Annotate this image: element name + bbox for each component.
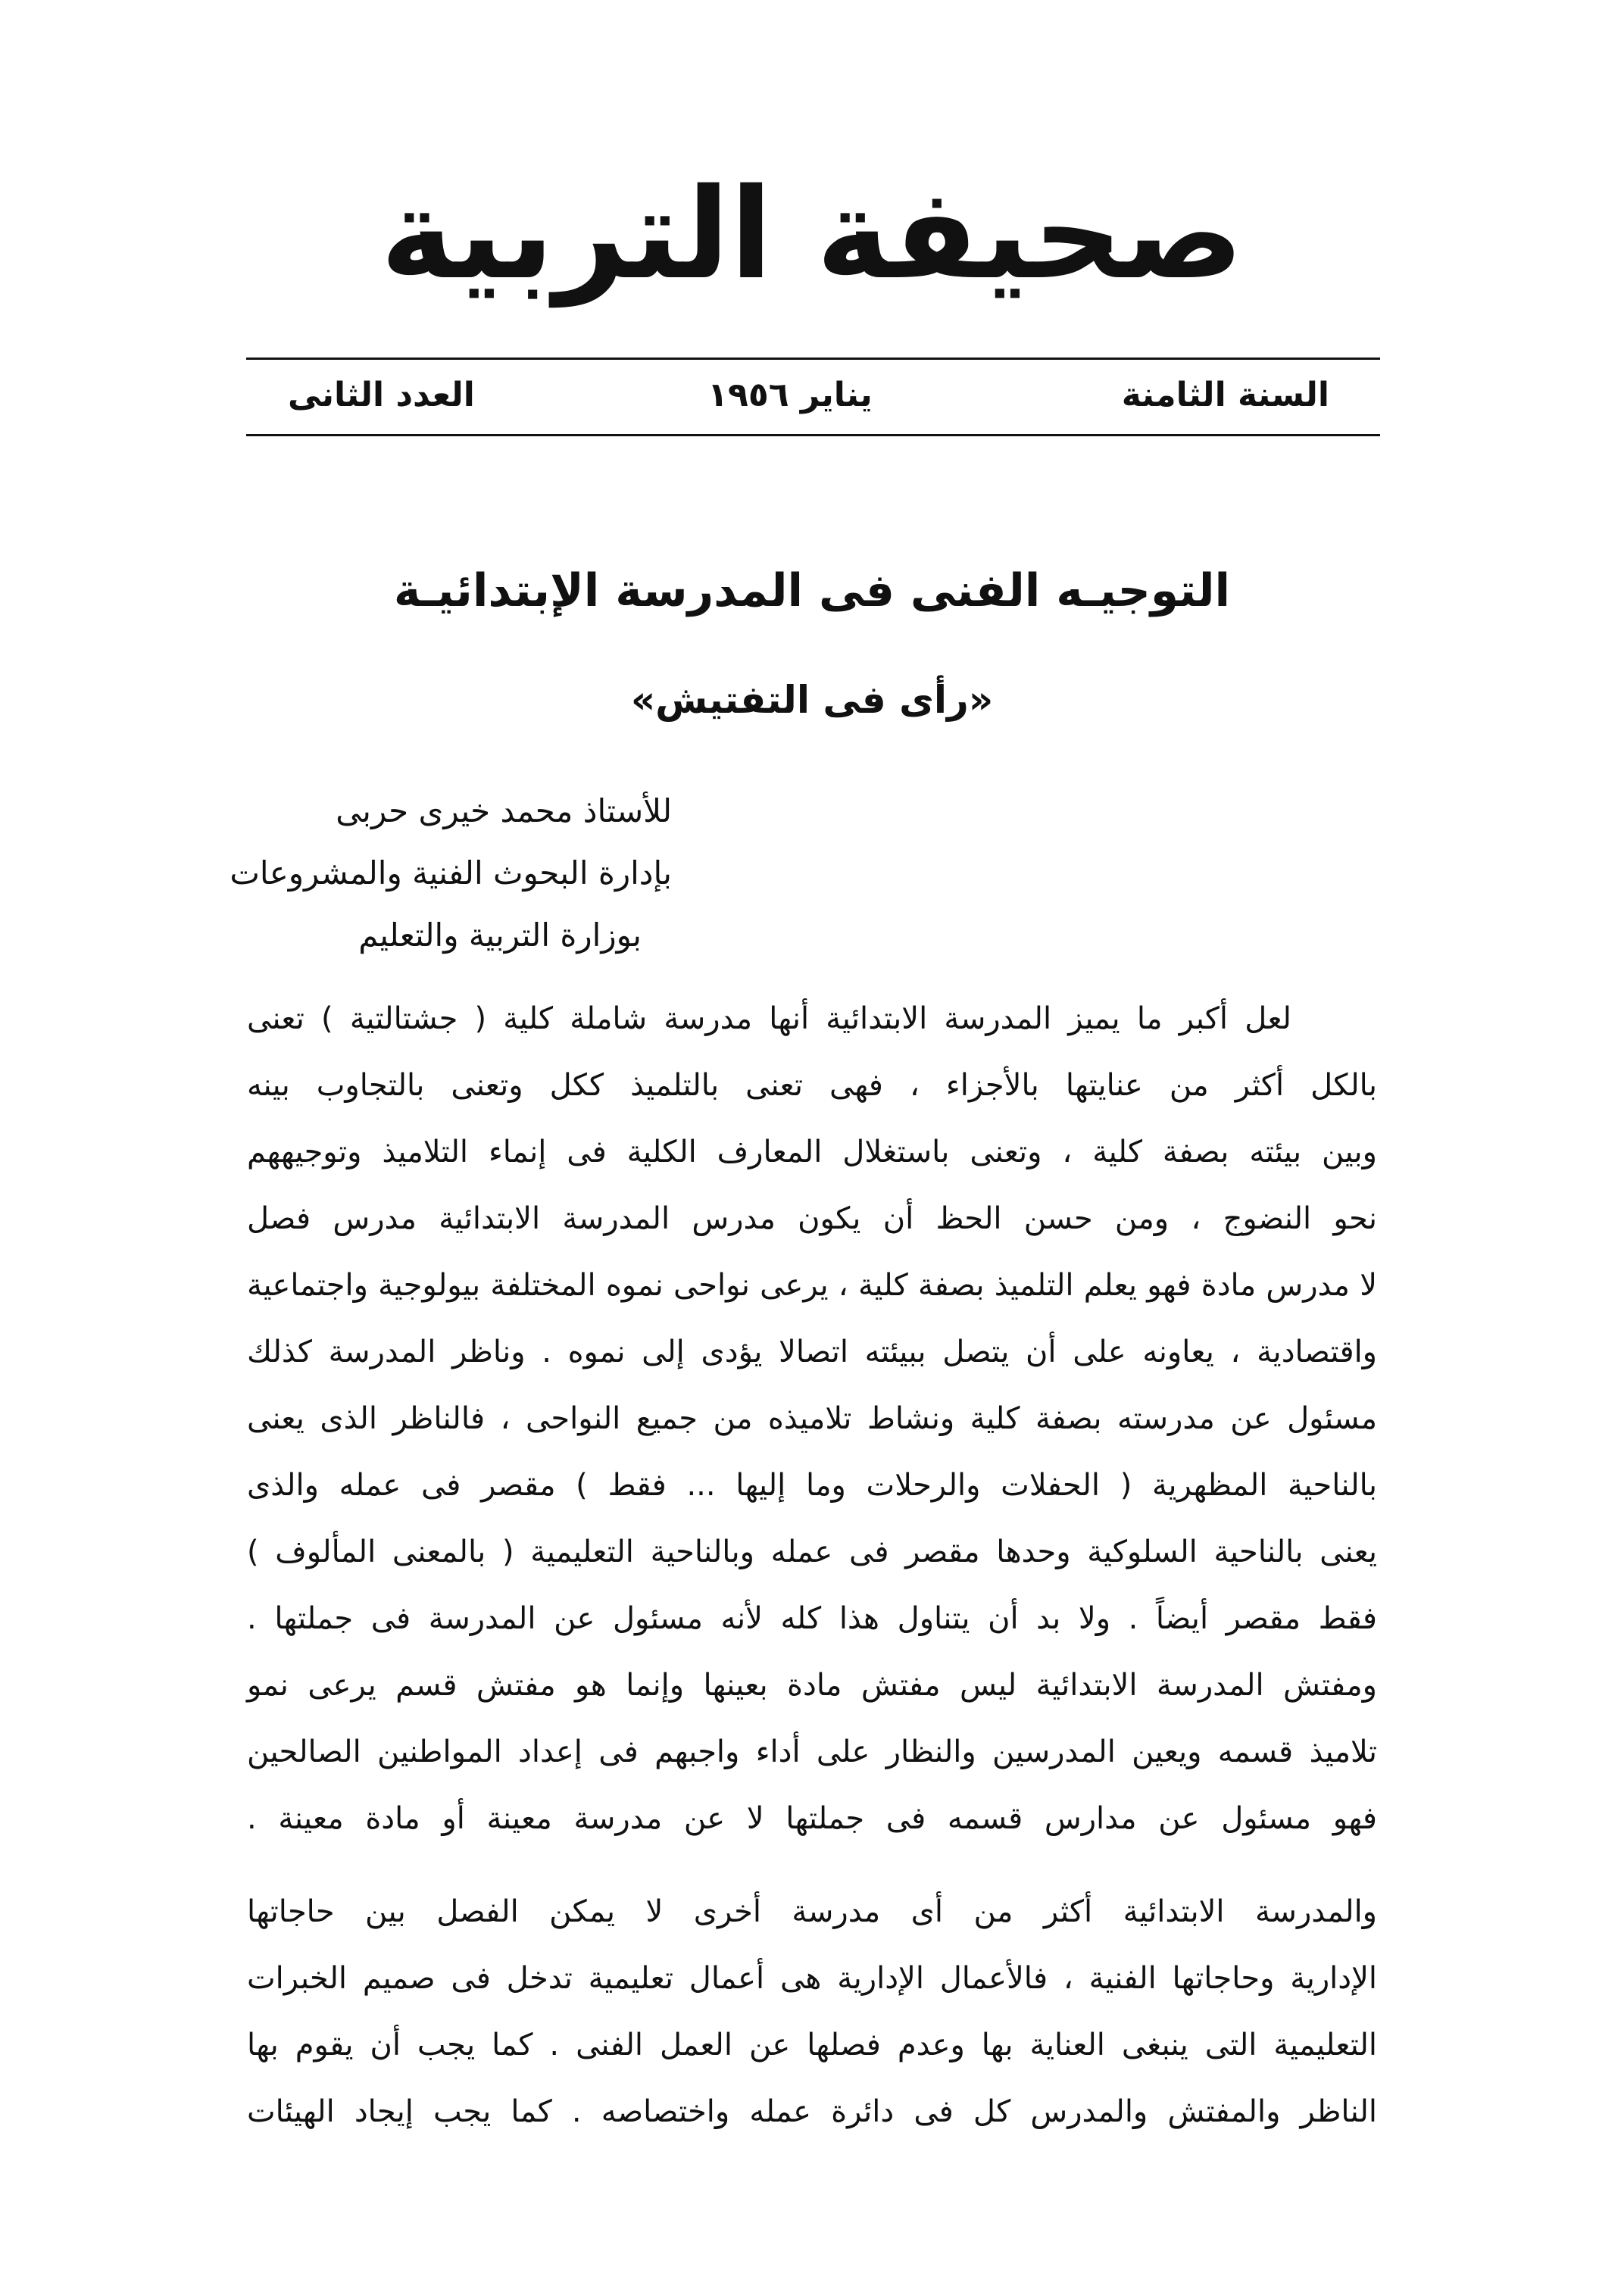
header-bottom-rule [246, 434, 1380, 436]
paragraph-line: مسئول عن مدرسته بصفة كلية ونشاط تلاميذه من جميع النواحى ، فالناظر الذى يعنى [247, 1401, 1377, 1436]
masthead-title: صحيفة التربية [380, 161, 1244, 307]
article-paragraph [247, 1878, 1377, 2145]
paragraph-line: تلاميذ قسمه ويعين المدرسين والنظار على أداء واجبهم فى إعداد المواطنين الصالحين [247, 1735, 1377, 1769]
paragraph-line: لا مدرس مادة فهو يعلم التلميذ بصفة كلية ، يرعى نواحى نموه المختلفة بيولوجية واجتماعية [247, 1268, 1377, 1303]
paragraph-line: بالناحية المظهرية ( الحفلات والرحلات وما إليها ... فقط ) مقصر فى عمله والذى [247, 1468, 1377, 1503]
issue-date: يناير ١٩٥٦ [707, 376, 873, 414]
paragraph-line: والمدرسة الابتدائية أكثر من أى مدرسة أخرى لا يمكن الفصل بين حاجاتها [247, 1894, 1377, 1929]
paragraph-line: ومفتش المدرسة الابتدائية ليس مفتش مادة بعينها وإنما هو مفتش قسم يرعى نمو [247, 1668, 1377, 1703]
author-block [142, 780, 672, 966]
paragraph-line: وبين بيئته بصفة كلية ، وتعنى باستغلال المعارف الكلية فى إنماء التلاميذ وتوجيههم [247, 1135, 1377, 1169]
article-subtitle: «رأى فى التفتيش» [630, 678, 994, 722]
header-top-rule [246, 358, 1380, 360]
issue-number: العدد الثانى [288, 376, 475, 414]
paragraph-line: بالكل أكثر من عنايتها بالأجزاء ، فهى تعنى بالتلميذ ككل وتعنى بالتجاوب بينه [247, 1068, 1377, 1103]
paragraph-line: لعل أكبر ما يميز المدرسة الابتدائية أنها مدرسة شاملة كلية ( جشتالتية ) تعنى [247, 1001, 1291, 1036]
paragraph-line: الناظر والمفتش والمدرس كل فى دائرة عمله واختصاصه . كما يجب إيجاد الهيئات [247, 2094, 1377, 2129]
volume-label: السنة الثامنة [1121, 376, 1329, 414]
paragraph-line: فقط مقصر أيضاً . ولا بد أن يتناول هذا كله لأنه مسئول عن المدرسة فى جملتها . [247, 1601, 1377, 1636]
paragraph-line: فهو مسئول عن مدارس قسمه فى جملتها لا عن مدرسة معينة أو مادة معينة . [247, 1801, 1377, 1836]
paragraph-line: الإدارية وحاجاتها الفنية ، فالأعمال الإدارية هى أعمال تعليمية تدخل فى صميم الخبرات [247, 1961, 1377, 1996]
paragraph-line: نحو النضوج ، ومن حسن الحظ أن يكون مدرس المدرسة الابتدائية مدرس فصل [247, 1201, 1377, 1236]
article-paragraph [247, 985, 1377, 1852]
paragraph-line: واقتصادية ، يعاونه على أن يتصل ببيئته اتصالا يؤدى إلى نموه . وناظر المدرسة كذلك [247, 1335, 1377, 1369]
paragraph-line: التعليمية التى ينبغى العناية بها وعدم فصلها عن العمل الفنى . كما يجب أن يقوم بها [247, 2028, 1377, 2062]
paragraph-line: يعنى بالناحية السلوكية وحدها مقصر فى عمله وبالناحية التعليمية ( بالمعنى المألوف ) [247, 1535, 1377, 1569]
author-name: للأستاذ محمد خيرى حربى [336, 792, 672, 829]
author-department: بإدارة البحوث الفنية والمشروعات [230, 854, 672, 892]
article-title: التوجيـه الفنى فى المدرسة الإبتدائيـة [393, 564, 1231, 617]
author-ministry: بوزارة التربية والتعليم [358, 916, 642, 954]
